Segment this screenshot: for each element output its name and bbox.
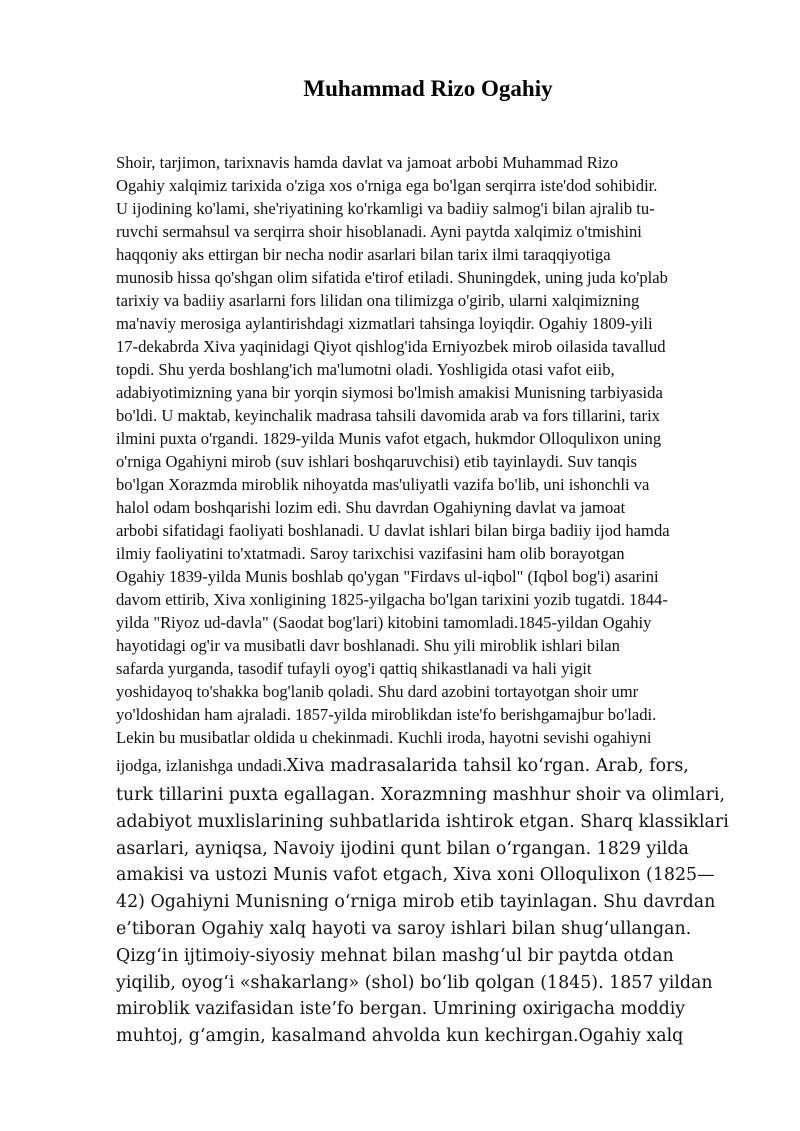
text-line: topdi. Shu yerda boshlang'ich ma'lumotni oladi. Yoshligida otasi vafot eiib, — [116, 360, 615, 379]
text-line: safarda yurganda, tasodif tufayli oyog'i qattiq shikastlanadi va hali yigit — [116, 659, 592, 678]
transition-serif-part: ijodga, izlanishga undadi. — [116, 756, 287, 775]
transition-dejavu-part: Xiva madrasalarida tahsil ko‘rgan. Arab, fors, — [286, 756, 689, 776]
text-line: Shoir, tarjimon, tarixnavis hamda davlat va jamoat arbobi Muhammad Rizo — [116, 153, 619, 172]
text-line: yilda "Riyoz ud-davla" (Saodat bog'lari) kitobini tamomladi.1845-yildan Ogahiy — [116, 613, 652, 632]
text-line: yo'ldoshidan ham ajraladi. 1857-yilda miroblikdan iste'fo berishgamajbur bo'ladi. — [116, 705, 657, 724]
text-line: Lekin bu musibatlar oldida u chekinmadi. Kuchli iroda, hayotni sevishi ogahiyni — [116, 728, 652, 747]
text-line: ruvchi sermahsul va serqirra shoir hisoblanadi. Ayni paytda xalqimiz o'tmishini — [116, 222, 642, 241]
text-line: hayotidagi og'ir va musibatli davr boshlanadi. Shu yili miroblik ishlari bilan — [116, 636, 620, 655]
text-line: turk tillarini puxta egallagan. Xorazmning mashhur shoir va olimlari, — [116, 785, 726, 805]
text-line: halol odam boshqarishi lozim edi. Shu davrdan Ogahiyning davlat va jamoat — [116, 498, 626, 517]
text-line: munosib hissa qo'shgan olim sifatida e'tirof etiladi. Shuningdek, uning juda ko'plab — [116, 268, 668, 287]
text-line: ma'naviy merosiga aylantirishdagi xizmatlari tahsinga loyiqdir. Ogahiy 1809-yili — [116, 314, 653, 333]
body-text-dejavu — [116, 782, 729, 1050]
text-line: o'rniga Ogahiyni mirob (suv ishlari boshqaruvchisi) etib tayinlaydi. Suv tanqis — [116, 452, 638, 471]
text-line: davom ettirib, Xiva xonligining 1825-yilgacha bo'lgan tarixini yozib tugatdi. 1844- — [116, 590, 668, 609]
body-text-transition-line — [116, 754, 689, 777]
text-line: adabiyot muxlislarining suhbatlarida ishtirok etgan. Sharq klassiklari — [116, 811, 729, 832]
text-line: amakisi va ustozi Munis vafot etgach, Xiva xoni Olloqulixon (1825— — [116, 865, 715, 886]
text-line: tarixiy va badiiy asarlarni fors lilidan ona tilimizga o'girib, ularni xalqimizning — [116, 291, 640, 310]
text-line: U ijodining ko'lami, she'riyatining ko'rkamligi va badiiy salmog'i bilan ajralib tu- — [116, 199, 655, 218]
text-line: yiqilib, oyog‘i «shakarlang» (shol) bo‘lib qolgan (1845). 1857 yildan — [116, 972, 713, 993]
text-line: yoshidayoq to'shakka bog'lanib qoladi. Shu dard azobini tortayotgan shoir umr — [116, 682, 639, 701]
text-line: Ogahiy 1839-yilda Munis boshlab qo'ygan "Firdavs ul-iqbol" (Iqbol bog'i) asarini — [116, 567, 659, 586]
text-line: bo'lgan Xorazmda miroblik nihoyatda mas'uliyatli vazifa bo'lib, uni ishonchli va — [116, 475, 650, 494]
text-line: ilmiy faoliyatini to'xtatmadi. Saroy tarixchisi vazifasini ham olib borayotgan — [116, 544, 625, 563]
text-line: 42) Ogahiyni Munisning o‘rniga mirob etib tayinlagan. Shu davrdan — [116, 892, 716, 913]
document-title: Muhammad Rizo Ogahiy — [303, 76, 553, 101]
text-line: adabiyotimizning yana bir yorqin siymosi bo'lmish amakisi Munisning tarbiyasida — [116, 383, 663, 402]
text-line: e’tiboran Ogahiy xalq hayoti va saroy ishlari bilan shug‘ullangan. — [116, 918, 692, 939]
text-line: muhtoj, g‘amgin, kasalmand ahvolda kun kechirgan.Ogahiy xalq — [116, 1026, 684, 1047]
text-line: arbobi sifatidagi faoliyati boshlanadi. U davlat ishlari bilan birga badiiy ijod hamda — [116, 521, 670, 540]
text-line: miroblik vazifasidan iste’fo bergan. Umrining oxirigacha moddiy — [116, 999, 686, 1020]
text-line: asarlari, ayniqsa, Navoiy ijodini qunt bilan o‘rgangan. 1829 yilda — [116, 838, 689, 859]
text-line: Qizg‘in ijtimoiy-siyosiy mehnat bilan mashg‘ul bir paytda otdan — [116, 945, 674, 966]
text-line: haqqoniy aks ettirgan bir necha nodir asarlari bilan tarix ilmi taraqqiyotiga — [116, 245, 611, 264]
text-line: Ogahiy xalqimiz tarixida o'ziga xos o'rniga ega bo'lgan serqirra iste'dod sohibidir. — [116, 176, 658, 195]
body-text-serif — [116, 151, 670, 749]
text-line: ilmini puxta o'rgandi. 1829-yilda Munis vafot etgach, hukmdor Olloqulixon uning — [116, 429, 662, 448]
text-line: 17-dekabrda Xiva yaqinidagi Qiyot qishlog'ida Erniyozbek mirob oilasida tavallud — [116, 337, 666, 356]
text-line: bo'ldi. U maktab, keyinchalik madrasa tahsili davomida arab va fors tillarini, tarix — [116, 406, 660, 425]
